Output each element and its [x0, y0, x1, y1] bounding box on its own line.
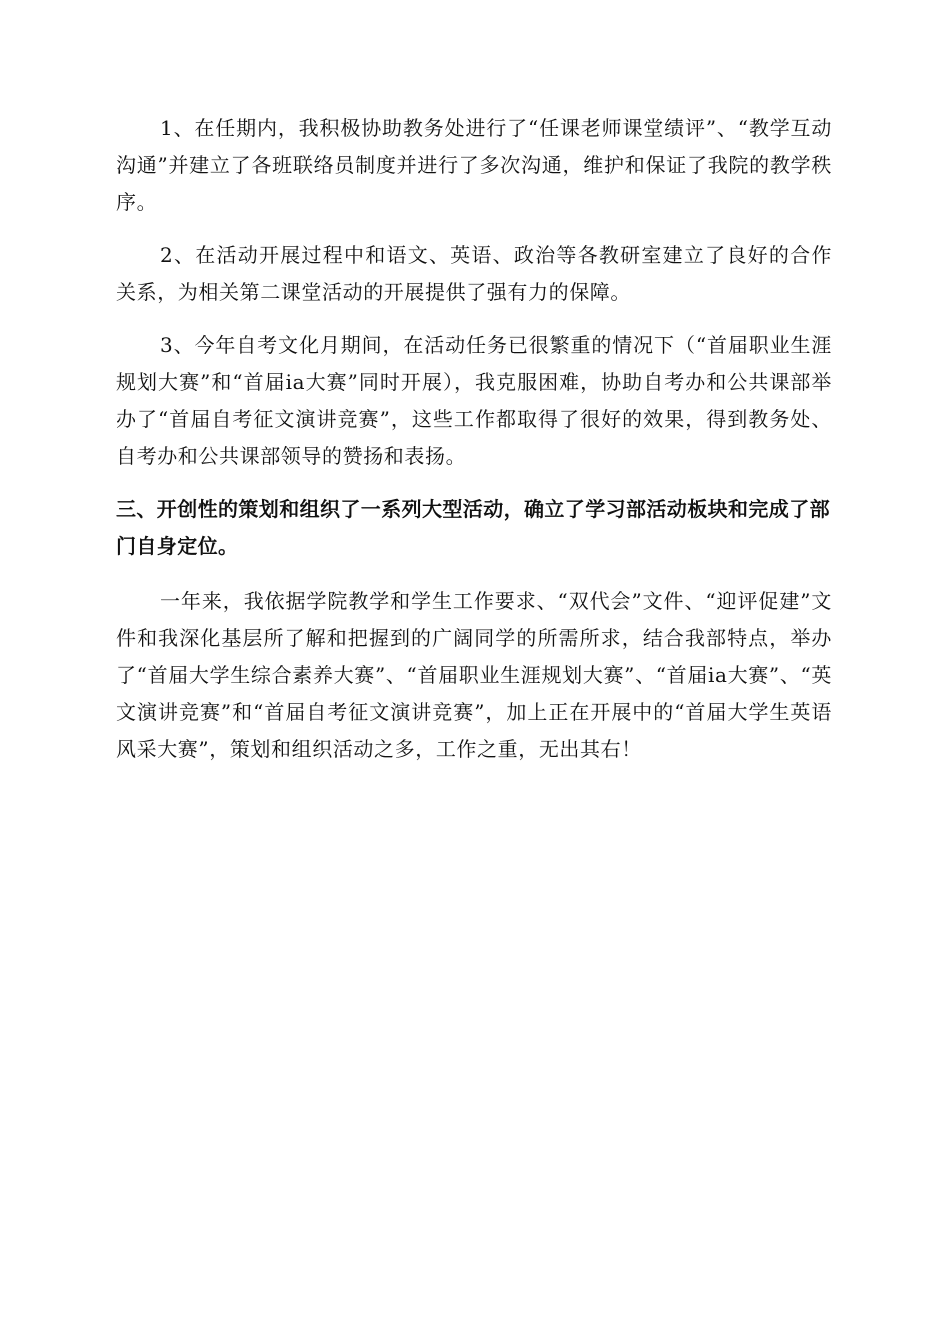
paragraph-4: 一年来，我依据学院教学和学生工作要求、“双代会”文件、“迎评促建”文件和我深化基层所了解和把握到的广阔同学的所需所求，结合我部特点，举办了“首届大学生综合素养大赛”、“首届职业生涯规划大赛”、“首届ia大赛”、“英文演讲竞赛”和“首届自考征文演讲竞赛”，加上正在开展中的“首届大学生英语风采大赛”，策划和组织活动之多，工作之重，无出其右！ — [116, 589, 832, 761]
section-heading: 三、开创性的策划和组织了一系列大型活动，确立了学习部活动板块和完成了部门自身定位。 — [116, 497, 830, 558]
paragraph-3: 3、今年自考文化月期间，在活动任务已很繁重的情况下（“首届职业生涯规划大赛”和“首届ia大赛”同时开展），我克服困难，协助自考办和公共课部举办了“首届自考征文演讲竞赛”，这些工作都取得了很好的效果，得到教务处、自考办和公共课部领导的赞扬和表扬。 — [116, 333, 832, 468]
paragraph-2: 2、在活动开展过程中和语文、英语、政治等各教研室建立了良好的合作关系，为相关第二课堂活动的开展提供了强有力的保障。 — [116, 243, 832, 304]
document-page — [116, 110, 832, 784]
paragraph-1: 1、在任期内，我积极协助教务处进行了“任课老师课堂绩评”、“教学互动沟通”并建立了各班联络员制度并进行了多次沟通，维护和保证了我院的教学秩序。 — [116, 116, 832, 214]
